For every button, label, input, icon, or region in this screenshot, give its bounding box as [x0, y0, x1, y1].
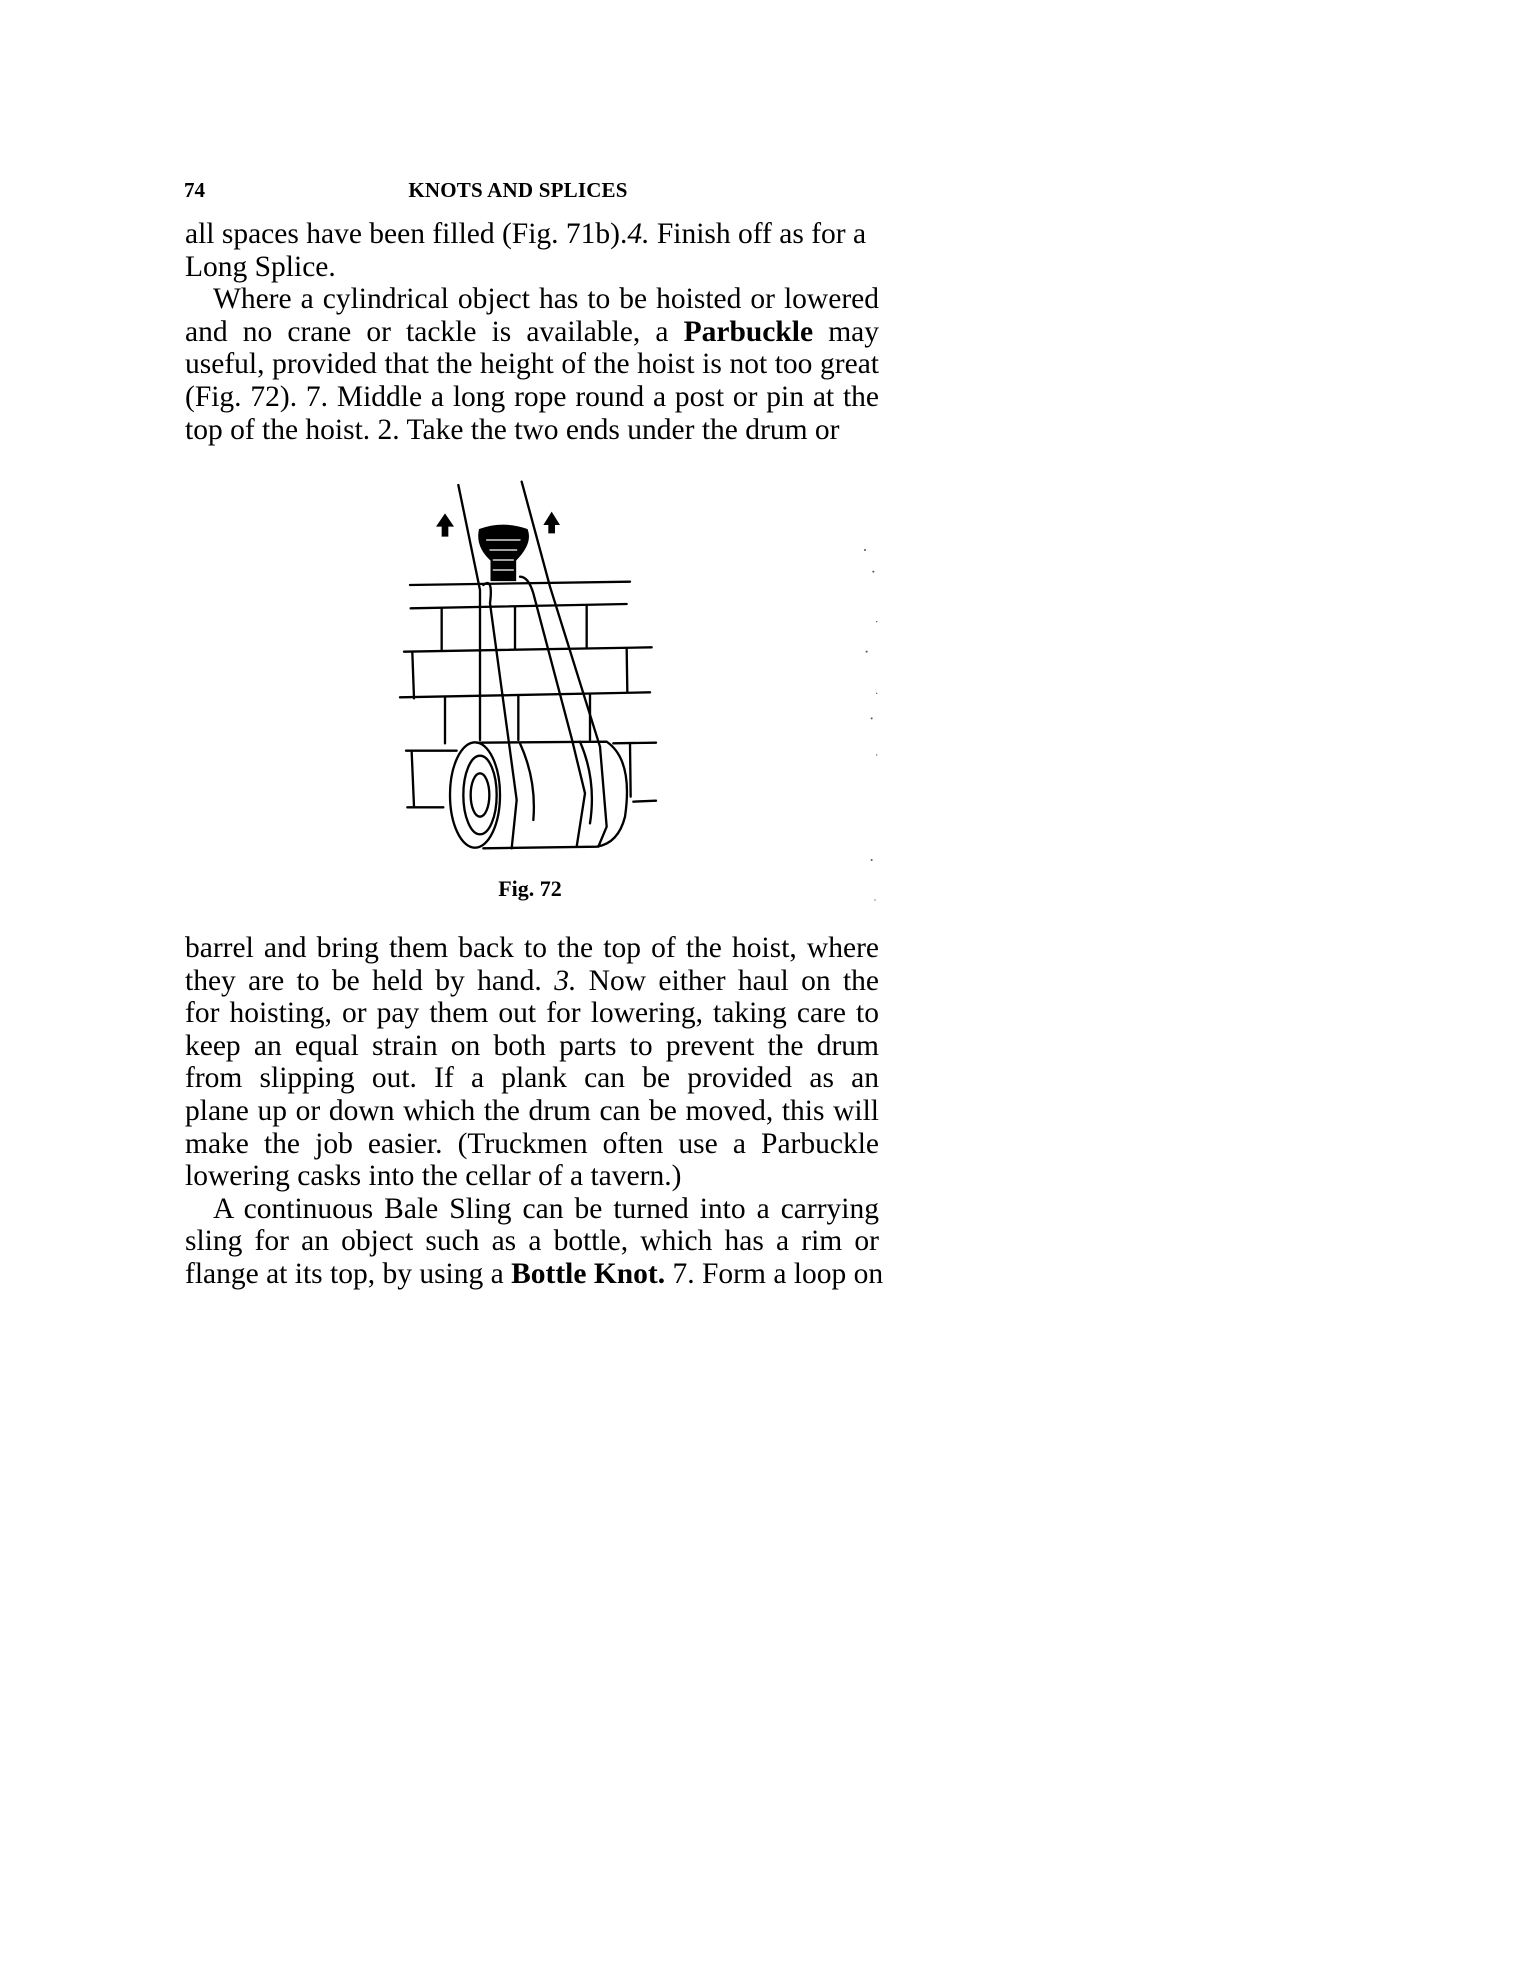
text-segment: lowering casks into the cellar of a tavern.)	[185, 1160, 682, 1193]
text-line	[185, 218, 879, 251]
running-title: KNOTS AND SPLICES	[408, 178, 628, 202]
text-line	[185, 1160, 879, 1193]
italic-step-number: 3.	[554, 964, 577, 997]
text-segment: they are to be held by hand.	[185, 964, 555, 997]
text-line	[185, 381, 879, 414]
body-text-block-1	[185, 218, 879, 446]
text-segment: Where a cylindrical object has to be hoisted or lowered	[213, 283, 879, 316]
text-segment: for hoisting, or pay them out for lowering, taking care to	[185, 997, 879, 1030]
text-line	[185, 251, 879, 284]
text-line	[185, 1193, 879, 1226]
brick-wall	[400, 582, 656, 808]
figure-caption: Fig. 72	[498, 876, 562, 901]
text-line	[185, 414, 879, 447]
text-segment: sling for an object such as a bottle, which has a rim or	[185, 1225, 879, 1258]
text-line	[185, 1225, 879, 1258]
text-line	[185, 316, 879, 349]
text-line	[185, 1030, 879, 1063]
text-segment: make the job easier. (Truckmen often use a Parbuckle	[185, 1127, 879, 1160]
text-line	[185, 1062, 879, 1095]
text-segment: Long Splice.	[185, 250, 336, 283]
body-text-block-2	[185, 932, 884, 1291]
text-segment: all spaces have been filled (Fig. 71b).	[185, 218, 628, 250]
bold-term: Parbuckle	[683, 315, 814, 348]
italic-step-number: 4.	[627, 218, 650, 250]
text-segment: from slipping out. If a plank can be provided as an	[185, 1062, 879, 1095]
text-line	[185, 1095, 879, 1128]
text-segment: top of the hoist. 2. Take the two ends under the drum or	[185, 413, 840, 446]
text-line	[185, 348, 879, 381]
scan-specks	[864, 549, 877, 901]
text-line	[185, 965, 879, 998]
page-number: 74	[184, 178, 205, 202]
text-segment: plane up or down which the drum can be moved, this will	[185, 1094, 879, 1127]
text-segment: 7. Form a loop on	[665, 1257, 884, 1290]
bold-term: Bottle Knot.	[511, 1257, 666, 1290]
text-segment: flange at its top, by using a	[185, 1257, 512, 1290]
text-segment: Now either haul on the	[588, 964, 879, 997]
figure-parbuckle-illustration	[380, 460, 900, 920]
text-line	[185, 283, 879, 316]
text-line	[185, 1257, 884, 1291]
text-segment: (Fig. 72). 7. Middle a long rope round a post or pin at the	[185, 380, 879, 413]
text-segment: Finish off as for a	[649, 218, 867, 250]
text-segment: keep an equal strain on both parts to prevent the drum	[185, 1029, 879, 1062]
text-segment: may	[828, 315, 879, 348]
text-segment: barrel and bring them back to the top of the hoist, where	[185, 932, 879, 964]
text-line	[185, 932, 879, 965]
text-line	[185, 997, 879, 1030]
text-segment: and no crane or tackle is available, a	[185, 315, 684, 348]
text-segment: A continuous Bale Sling can be turned into a carrying	[213, 1192, 879, 1225]
post-icon	[479, 526, 527, 580]
text-line	[185, 1128, 879, 1161]
text-segment: useful, provided that the height of the hoist is not too great	[185, 348, 879, 381]
